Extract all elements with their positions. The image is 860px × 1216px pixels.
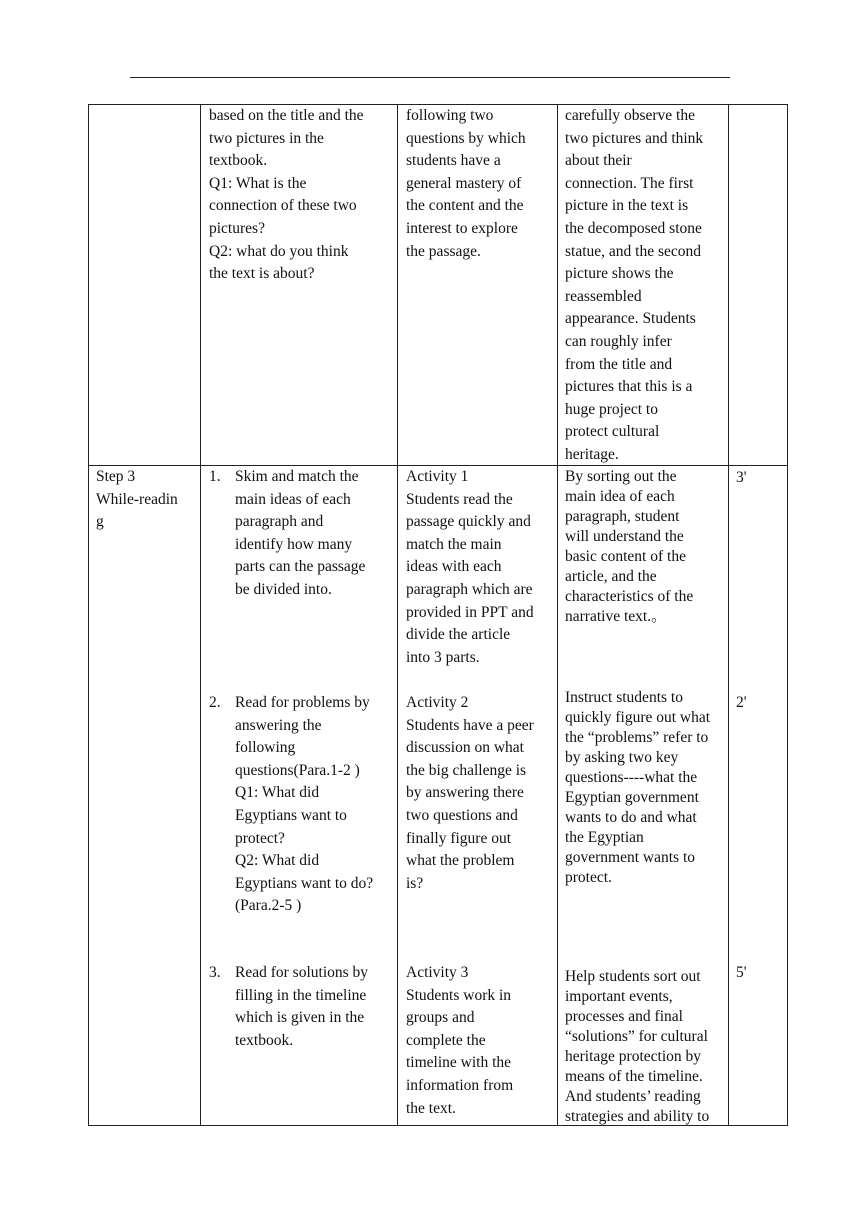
purpose-line: from the title and [565,355,673,373]
purpose-line: picture in the text is [565,197,689,215]
task-line: paragraph and [235,513,324,531]
task-3-time: 5' [736,964,747,981]
task-line: Read for solutions by [235,964,369,981]
lesson-plan-table [88,104,788,1126]
purpose-line: heritage protection by [565,1048,702,1065]
row1-content-cell [209,105,395,286]
purpose-line: protect. [565,869,612,886]
activity-line: groups and [406,1009,475,1027]
activity-heading: Activity 1 [406,468,469,485]
step-name-wrap: g [96,513,104,531]
task-line: main ideas of each [235,490,351,508]
task-line: textbook. [235,1031,294,1049]
purpose-line: connection. The first [565,174,694,192]
activity-line: passage quickly and [406,513,531,531]
activity-heading: Activity 2 [406,694,469,711]
purpose-line: two pictures and think [565,129,704,147]
task-number: 2. [209,694,221,711]
column-divider-3 [557,104,558,1126]
purpose-line: about their [565,152,632,170]
purpose-line: strategies and ability to [565,1108,710,1125]
purpose-line: picture shows the [565,265,674,283]
purpose-line: characteristics of the [565,588,694,605]
purpose-line: And students’ reading [565,1088,701,1105]
question-line: Q1: What is the [209,174,307,192]
purpose-line: article, and the [565,568,657,585]
question-line: Q2: What did [235,852,320,870]
purpose-line: the “problems” refer to [565,729,709,746]
purpose-line: protect cultural [565,423,660,441]
purpose-line: quickly figure out what [565,709,711,726]
content-line: based on the title and the [209,107,364,124]
purpose-line: huge project to [565,400,658,418]
row1-purpose-cell [565,105,727,467]
activity-line: is? [406,874,424,892]
activity-line: what the problem [406,852,515,870]
column-divider-4 [728,104,729,1126]
activity-heading: Activity 3 [406,964,469,981]
question-line: Q1: What did [235,784,320,802]
activity-line: finally figure out [406,829,512,847]
step-cell [96,466,198,534]
activity-line: the content and the [406,197,524,215]
task-line: be divided into. [235,580,332,598]
step-title: Step 3 [96,468,136,485]
activity-line: Students have a peer [406,716,534,734]
task-number: 1. [209,468,221,485]
task-1-activity [406,466,556,669]
activity-line: two questions and [406,806,518,824]
purpose-line: the decomposed stone [565,219,702,237]
header-rule [130,77,730,78]
row1-activity-cell [406,105,556,263]
task-line: Read for problems by [235,694,370,711]
task-line: following [235,739,296,757]
activity-line: interest to explore [406,219,518,237]
task-1-time: 3' [736,469,747,486]
purpose-line: statue, and the second [565,242,702,260]
task-number: 3. [209,964,221,981]
activity-line: timeline with the [406,1054,512,1072]
task-line: parts can the passage [235,558,366,576]
purpose-line: important events, [565,988,673,1005]
activity-line: discussion on what [406,739,524,757]
purpose-line: Egyptian government [565,789,699,806]
purpose-line: Help students sort out [565,968,701,985]
activity-line: information from [406,1076,514,1094]
purpose-line: questions----what the [565,769,698,786]
purpose-line: wants to do and what [565,809,697,826]
activity-line: students have a [406,152,501,170]
activity-line: questions by which [406,129,526,147]
table-border-right [787,104,788,1126]
activity-line: the passage. [406,242,481,260]
task-2-activity [406,692,556,895]
task-1-purpose [565,467,727,627]
activity-line: Students work in [406,986,512,1004]
question-line: Egyptians want to [235,806,347,824]
activity-line: general mastery of [406,174,522,192]
purpose-line: appearance. Students [565,310,696,328]
purpose-line: main idea of each [565,488,675,505]
activity-line: complete the [406,1031,486,1049]
content-line: pictures? [209,219,265,237]
activity-line: the text. [406,1099,456,1117]
task-line: filling in the timeline [235,986,367,1004]
purpose-line: paragraph, student [565,508,680,525]
activity-line: into 3 parts. [406,648,480,666]
activity-line: divide the article [406,626,511,644]
question-line: Q2: what do you think [209,242,349,260]
task-3-activity [406,962,556,1120]
purpose-line: “solutions” for cultural [565,1028,708,1045]
content-line: connection of these two [209,197,357,215]
purpose-line: processes and final [565,1008,683,1025]
purpose-line: By sorting out the [565,468,677,485]
purpose-line: basic content of the [565,548,686,565]
purpose-line: Instruct students to [565,689,683,706]
task-line: which is given in the [235,1009,365,1027]
content-line: the text is about? [209,265,315,283]
question-line: Egyptians want to do? [235,874,374,892]
task-line: identify how many [235,535,353,553]
activity-line: paragraph which are [406,580,533,598]
purpose-line: can roughly infer [565,332,672,350]
purpose-line: heritage. [565,445,619,463]
content-line: textbook. [209,152,268,170]
activity-line: ideas with each [406,558,502,576]
activity-line: the big challenge is [406,761,527,779]
column-divider-1 [200,104,201,1126]
activity-line: Students read the [406,490,513,508]
task-line: Skim and match the [235,468,359,485]
task-2-time: 2' [736,694,747,711]
purpose-line: the Egyptian [565,829,644,846]
task-3-purpose [565,967,727,1127]
task-line: questions(Para.1-2 ) [235,761,360,779]
purpose-line: reassembled [565,287,642,305]
task-line: answering the [235,716,322,734]
activity-line: match the main [406,535,502,553]
activity-line: provided in PPT and [406,603,534,621]
step-name: While-readin [96,490,178,508]
purpose-line: pictures that this is a [565,378,693,396]
purpose-line: means of the timeline. [565,1068,703,1085]
question-line: protect? [235,829,285,847]
purpose-line: will understand the [565,528,684,545]
task-line: (Para.2-5 ) [235,897,302,915]
task-2-purpose [565,688,727,888]
table-border-left [88,104,89,1126]
purpose-line: by asking two key [565,749,679,766]
purpose-line: narrative text.。 [565,608,667,625]
purpose-line: carefully observe the [565,107,695,124]
activity-line: by answering there [406,784,524,802]
purpose-line: government wants to [565,849,696,866]
activity-line: following two [406,107,494,124]
content-line: two pictures in the [209,129,324,147]
